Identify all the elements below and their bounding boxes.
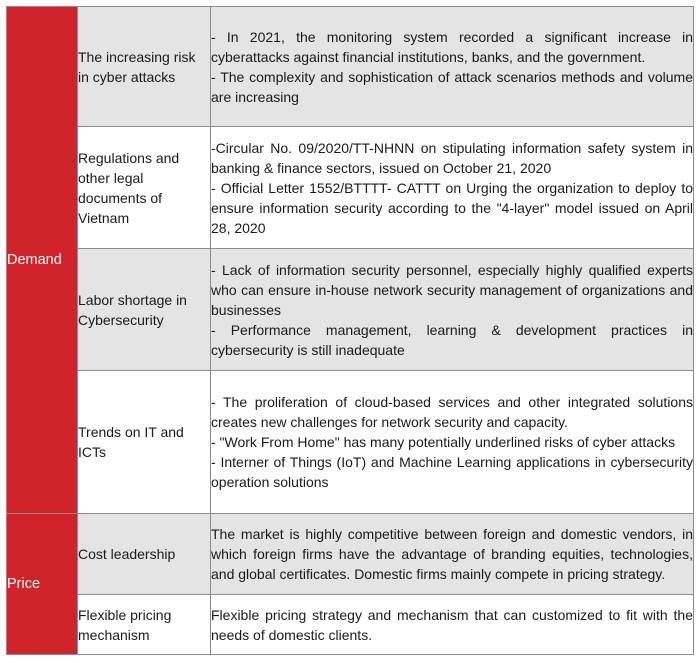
description-cell (211, 249, 694, 371)
description-line: The market is highly competitive between foreign and domestic vendors, in which foreign firms have the advantage of branding equities, technologies, and global certificates. Domestic firms mainly compete in pricing strategy. (211, 526, 693, 582)
market-factors-table (6, 6, 694, 655)
description-cell (211, 371, 694, 514)
factor-cell: Flexible pricing mechanism (78, 595, 211, 655)
table-row (7, 249, 694, 371)
factor-cell: Trends on IT and ICTs (78, 371, 211, 514)
description-line: -Circular No. 09/2020/TT-NHNN on stipulating information safety system in banking & finance sectors, issued on October 21, 2020 (211, 139, 693, 176)
description-line: - "Work From Home" has many potentially underlined risks of cyber attacks (211, 434, 676, 450)
category-cell-price: Price (7, 514, 78, 655)
factor-cell: Regulations and other legal documents of Vietnam (78, 127, 211, 249)
table-row (7, 514, 694, 595)
description-cell (211, 595, 694, 655)
description-line: - In 2021, the monitoring system recorded a significant increase in cyberattacks against financial institutions, banks, and the government. (211, 28, 693, 65)
factor-cell: The increasing risk in cyber attacks (78, 7, 211, 127)
description-line: - The complexity and sophistication of attack scenarios methods and volume are increasing (211, 68, 693, 105)
description-line: - Lack of information security personnel, especially highly qualified experts who can ensure in-house network security management of organizations and businesses (211, 261, 693, 318)
factor-cell: Cost leadership (78, 514, 211, 595)
table-row (7, 7, 694, 127)
table-row (7, 371, 694, 514)
category-cell-demand: Demand (7, 7, 78, 514)
description-line: - The proliferation of cloud-based services and other integrated solutions creates new challenges for network security and capacity. (211, 394, 693, 430)
description-line: Flexible pricing strategy and mechanism that can customized to fit with the needs of domestic clients. (211, 606, 693, 643)
table-row (7, 127, 694, 249)
table-row (7, 595, 694, 655)
description-line: - Interner of Things (IoT) and Machine Learning applications in cybersecurity operation solutions (211, 454, 693, 490)
description-line: - Performance management, learning & development practices in cybersecurity is still inadequate (211, 321, 693, 358)
description-cell (211, 127, 694, 249)
description-line: - Official Letter 1552/BTTTT- CATTT on Urging the organization to deploy to ensure information security according to the "4-layer" model issued on April 28, 2020 (211, 179, 693, 236)
factor-cell: Labor shortage in Cybersecurity (78, 249, 211, 371)
description-cell (211, 514, 694, 595)
description-cell (211, 7, 694, 127)
